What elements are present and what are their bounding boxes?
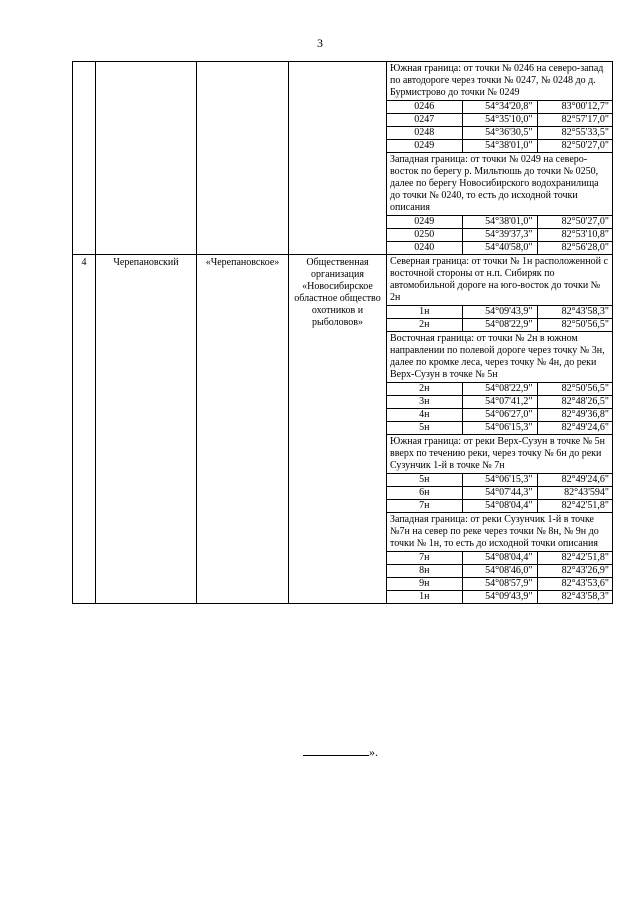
longitude: 82°42'51,8" <box>537 500 612 513</box>
point-id: 9н <box>387 578 462 591</box>
point-id: 0240 <box>387 242 462 255</box>
latitude: 54°38'01,0" <box>462 216 537 229</box>
latitude: 54°34'20,8" <box>462 101 537 114</box>
point-id: 2н <box>387 383 462 396</box>
coordinate-row <box>387 114 612 127</box>
coordinate-row <box>387 229 612 242</box>
longitude: 82°43'594" <box>537 487 612 500</box>
point-id: 2н <box>387 319 462 332</box>
signature-line <box>303 744 369 756</box>
boundary-description-row <box>387 255 612 306</box>
point-id: 1н <box>387 591 462 604</box>
hunting-area-cell <box>197 62 289 255</box>
latitude: 54°06'15,3" <box>462 474 537 487</box>
boundary-description: Южная граница: от реки Верх-Сузун в точке № 5н вверх по течению реки, через точку № 6н до реки Сузунчик 1-й в точке № 7н <box>387 435 612 474</box>
boundary-description-row <box>387 62 612 101</box>
closing-quote: ». <box>369 745 378 759</box>
latitude: 54°09'43,9" <box>462 306 537 319</box>
point-id: 1н <box>387 306 462 319</box>
table-row <box>73 255 613 604</box>
table-row <box>73 62 613 255</box>
longitude: 82°49'36,8" <box>537 409 612 422</box>
boundary-description: Западная граница: от реки Сузунчик 1-й в точке №7н на север по реке через точки № 8н, № 9н до точки № 1н, то есть до исходной точки описания <box>387 513 612 552</box>
coordinate-row <box>387 396 612 409</box>
row-number-cell <box>73 62 96 255</box>
boundary-description-row <box>387 153 612 216</box>
longitude: 82°49'24,6" <box>537 474 612 487</box>
coordinate-row <box>387 383 612 396</box>
organization-cell: Общественная организация «Новосибирское областное общество охотников и рыболовов» <box>289 255 387 604</box>
coordinate-row <box>387 242 612 255</box>
boundary-description-row <box>387 435 612 474</box>
longitude: 82°42'51,8" <box>537 552 612 565</box>
latitude: 54°06'27,0" <box>462 409 537 422</box>
boundary-description-row <box>387 332 612 383</box>
longitude: 82°43'26,9" <box>537 565 612 578</box>
coordinate-row <box>387 216 612 229</box>
longitude: 82°56'28,0" <box>561 242 609 253</box>
page-number: 3 <box>317 36 323 50</box>
coordinate-row <box>387 101 612 114</box>
longitude: 82°43'58,3" <box>537 306 612 319</box>
coordinate-row <box>387 578 612 591</box>
latitude: 54°08'22,9" <box>462 383 537 396</box>
coordinate-row <box>387 422 612 435</box>
longitude: 82°43'58,3" <box>561 591 609 602</box>
coordinate-row <box>387 140 612 153</box>
point-id: 6н <box>387 487 462 500</box>
boundary-description-row <box>387 513 612 552</box>
point-id: 0250 <box>387 229 462 242</box>
latitude: 54°06'15,3" <box>462 422 537 435</box>
point-id: 0246 <box>387 101 462 114</box>
latitude: 54°08'57,9" <box>462 578 537 591</box>
longitude: 82°50'56,5" <box>537 319 612 332</box>
point-id: 4н <box>387 409 462 422</box>
point-id: 0247 <box>387 114 462 127</box>
longitude: 82°57'17,0" <box>537 114 612 127</box>
latitude: 54°09'43,9" <box>462 591 537 604</box>
longitude: 82°43'53,6" <box>537 578 612 591</box>
point-id: 7н <box>387 500 462 513</box>
boundary-cell <box>387 62 613 255</box>
boundary-description: Восточная граница: от точки № 2н в южном направлении по полевой дороге через точку № 3н, далее по кромке леса, через точку № 4н, до реки Верх-Сузун в точке № 5н <box>387 332 612 383</box>
point-id: 8н <box>387 565 462 578</box>
coordinate-row <box>387 591 612 604</box>
district-cell: Черепановский <box>96 255 197 604</box>
point-id: 0248 <box>387 127 462 140</box>
point-id: 3н <box>387 396 462 409</box>
latitude: 54°40'58,0" <box>462 242 537 255</box>
boundary-description: Южная граница: от точки № 0246 на северо-запад по автодороге через точки № 0247, № 0248 до д. Бурмистрово до точки № 0249 <box>387 62 612 101</box>
latitude: 54°07'44,3" <box>462 487 537 500</box>
longitude: 82°50'27,0" <box>537 140 612 153</box>
closing-signature <box>303 744 378 760</box>
latitude: 54°08'46,0" <box>462 565 537 578</box>
district-cell <box>96 62 197 255</box>
row-number-cell: 4 <box>73 255 96 604</box>
latitude: 54°08'04,4" <box>462 500 537 513</box>
hunting-area-cell: «Черепановское» <box>197 255 289 604</box>
latitude: 54°35'10,0" <box>462 114 537 127</box>
boundary-description: Северная граница: от точки № 1н расположенной с восточной стороны от н.п. Сибиряк по автомобильной дороге на юго-восток до точки № 2н <box>387 255 612 306</box>
boundaries-table <box>72 61 613 604</box>
boundary-cell <box>387 255 613 604</box>
longitude: 82°49'24,6" <box>537 422 612 435</box>
point-id: 5н <box>387 474 462 487</box>
coordinate-row <box>387 127 612 140</box>
coordinate-row <box>387 552 612 565</box>
latitude: 54°08'04,4" <box>462 552 537 565</box>
latitude: 54°38'01,0" <box>462 140 537 153</box>
coordinate-row <box>387 306 612 319</box>
boundary-description: Западная граница: от точки № 0249 на северо-восток по берегу р. Мильтюшь до точки № 0250, далее по берегу Новосибирского водохранилища до точки № 0240, то есть до исходной точки описания <box>387 153 612 216</box>
longitude: 82°53'10,8" <box>537 229 612 242</box>
latitude: 54°08'22,9" <box>462 319 537 332</box>
point-id: 7н <box>387 552 462 565</box>
boundary-subtable <box>387 62 612 254</box>
latitude: 54°39'37,3" <box>462 229 537 242</box>
longitude: 82°50'27,0" <box>537 216 612 229</box>
coordinate-row <box>387 409 612 422</box>
longitude: 82°48'26,5" <box>537 396 612 409</box>
boundary-subtable <box>387 255 612 603</box>
coordinate-row <box>387 565 612 578</box>
latitude: 54°07'41,2" <box>462 396 537 409</box>
longitude: 83°00'12,7" <box>537 101 612 114</box>
coordinate-row <box>387 487 612 500</box>
latitude: 54°36'30,5" <box>462 127 537 140</box>
point-id: 0249 <box>387 216 462 229</box>
coordinate-row <box>387 474 612 487</box>
coordinate-row <box>387 500 612 513</box>
longitude: 82°55'33,5" <box>537 127 612 140</box>
coordinate-row <box>387 319 612 332</box>
point-id: 0249 <box>387 140 462 153</box>
longitude: 82°50'56,5" <box>537 383 612 396</box>
point-id: 5н <box>387 422 462 435</box>
organization-cell <box>289 62 387 255</box>
